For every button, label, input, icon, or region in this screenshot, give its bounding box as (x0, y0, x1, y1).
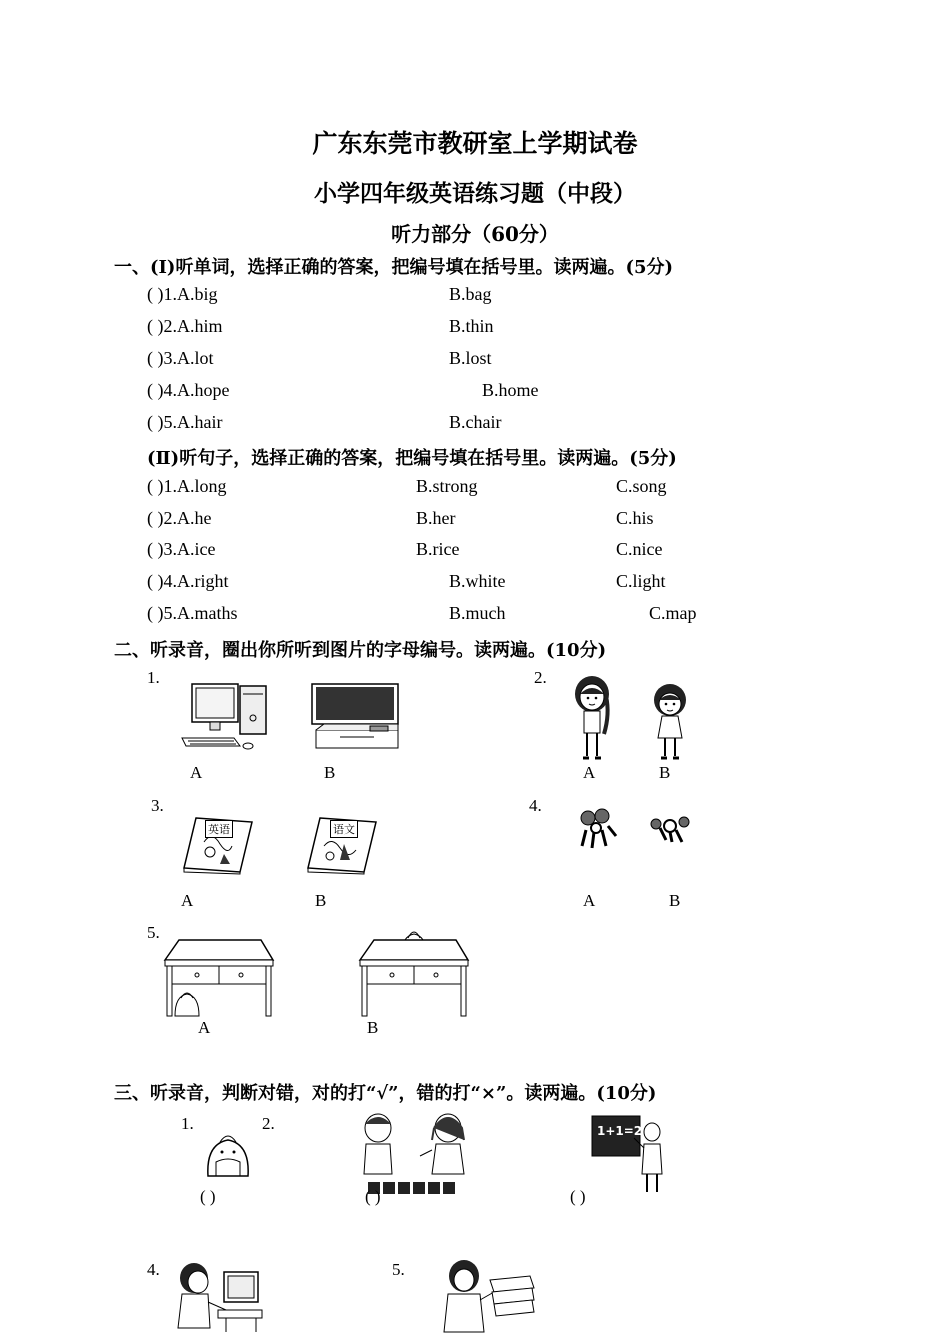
s2-num-5: 5. (147, 923, 160, 942)
s1b-q2-b: B.her (416, 508, 456, 528)
s2-q2-label-b: B (659, 763, 671, 782)
blackboard-text: 1+1=2 (597, 1124, 643, 1138)
s1b-q3: ( )3.A.ice (147, 539, 216, 559)
s2-q3-label-b: B (315, 891, 327, 910)
s2-num-2: 2. (534, 668, 547, 687)
s2-num-4: 4. (529, 796, 542, 815)
s1-q4-b: B.home (482, 380, 539, 400)
s1-q3: ( )3.A.lot (147, 348, 214, 368)
s1b-q4: ( )4.A.right (147, 571, 229, 591)
s1b-q3-b: B.rice (416, 539, 460, 559)
s1-q2: ( )2.A.him (147, 316, 223, 336)
english-book-title: 英语 (205, 820, 233, 838)
s2-q4-label-a: A (583, 891, 596, 910)
s2-q3-label-a: A (181, 891, 194, 910)
keys-bunch-icon (574, 806, 618, 850)
schoolbag-icon (202, 1132, 254, 1178)
s1b-q3-c: C.nice (616, 539, 663, 559)
s2-q5-label-a: A (198, 1018, 211, 1037)
s1b-q2: ( )2.A.he (147, 508, 212, 528)
s2-q2-label-a: A (583, 763, 596, 782)
s1b-q4-c: C.light (616, 571, 666, 591)
s1b-q5: ( )5.A.maths (147, 603, 238, 623)
s1-q1-b: B.bag (449, 284, 492, 304)
page-title: 广东东莞市教研室上学期试卷 (312, 129, 638, 158)
s3-paren-1: ( ) (200, 1187, 216, 1206)
s2-q1-label-b: B (324, 763, 336, 782)
part-title: 听力部分（60分） (391, 222, 559, 246)
section3-heading: 三、听录音，判断对错，对的打“√”，错的打“×”。读两遍。(10分) (114, 1083, 657, 1104)
s1b-q4-b: B.white (449, 571, 506, 591)
s1b-q1: ( )1.A.long (147, 476, 227, 496)
girl-at-computer-icon (168, 1258, 268, 1334)
s1-q4: ( )4.A.hope (147, 380, 230, 400)
section2-heading: 二、听录音，圈出你所听到图片的字母编号。读两遍。(10分) (114, 640, 607, 661)
s1b-q2-c: C.his (616, 508, 654, 528)
section1-heading: 一、(I)听单词，选择正确的答案，把编号填在括号里。读两遍。(5分) (114, 257, 674, 278)
s2-num-1: 1. (147, 668, 160, 687)
desk-bag-under-icon (163, 938, 275, 1018)
children-with-cards-icon (358, 1110, 478, 1198)
s3-num-1: 1. (181, 1114, 194, 1133)
desk-bag-on-icon (358, 924, 470, 1018)
chinese-book-title: 语文 (330, 820, 358, 838)
s3-paren-3: ( ) (570, 1187, 586, 1206)
section1-sub-heading: (Ⅱ)听句子，选择正确的答案，把编号填在括号里。读两遍。(5分) (147, 448, 677, 469)
long-hair-girl-icon (570, 674, 614, 762)
s1b-q5-c: C.map (649, 603, 697, 623)
short-hair-girl-icon (650, 682, 690, 762)
s3-paren-2: ( ) (365, 1187, 381, 1206)
desktop-computer-icon (180, 682, 272, 752)
key-ring-icon (648, 812, 692, 844)
s1-q3-b: B.lost (449, 348, 492, 368)
s2-num-3: 3. (151, 796, 164, 815)
s1-q1: ( )1.A.big (147, 284, 218, 304)
s3-num-2: 2. (262, 1114, 275, 1133)
page-subtitle: 小学四年级英语练习题（中段） (314, 180, 636, 207)
s3-num-5: 5. (392, 1260, 405, 1279)
s1b-q5-b: B.much (449, 603, 506, 623)
s3-num-4: 4. (147, 1260, 160, 1279)
s1b-q1-b: B.strong (416, 476, 478, 496)
s1-q2-b: B.thin (449, 316, 494, 336)
s1b-q1-c: C.song (616, 476, 667, 496)
s2-q4-label-b: B (669, 891, 681, 910)
s2-q5-label-b: B (367, 1018, 379, 1037)
s1-q5-b: B.chair (449, 412, 502, 432)
tv-icon (310, 682, 402, 752)
s2-q1-label-a: A (190, 763, 203, 782)
girl-with-books-icon (434, 1256, 538, 1334)
s1-q5: ( )5.A.hair (147, 412, 223, 432)
